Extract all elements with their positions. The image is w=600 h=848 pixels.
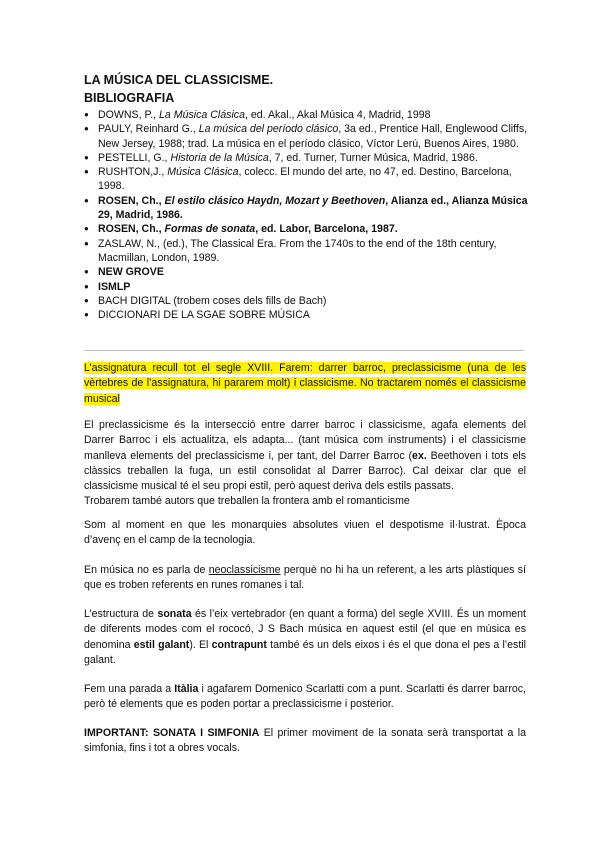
list-item: ● ROSEN, Ch., Formas de sonata, ed. Labor, Barcelona, 1987.	[84, 222, 532, 236]
paragraph-italy-scarlatti: Fem una parada a Itàlia i agafarem Domenico Scarlatti com a punt. Scarlatti és darrer barroc, però té elements que es poden portar a preclassicisme i posterior.	[84, 683, 526, 711]
bibliography-heading: BIBLIOGRAFIA	[84, 91, 175, 105]
list-item: ● ZASLAW, N., (ed.), The Classical Era. From the 1740s to the end of the 18th century, Macmillan, London, 1989.	[84, 237, 532, 266]
list-item: ● BACH DIGITAL (trobem coses dels fills de Bach)	[84, 294, 532, 308]
document-title: LA MÚSICA DEL CLASSICISME.	[84, 73, 274, 87]
list-item: ● RUSHTON,J., Música Clásica, colecc. El mundo del arte, no 47, ed. Destino, Barcelona, 1998.	[84, 165, 532, 194]
paragraph-sonata-symphony: IMPORTANT: SONATA I SIMFONIA El primer moviment de la sonata serà transportat a la simfonia, fins i tot a obres vocals.	[84, 727, 527, 755]
paragraph-neoclassicism: En música no es parla de neoclassicisme perquè no hi ha un referent, a les arts plàstiques sí que es troben referents en runes romanes i tal.	[84, 564, 526, 592]
horizontal-divider	[84, 350, 524, 351]
paragraph-sonata-structure: L’estructura de sonata és l’eix vertebrador (en quant a forma) del segle XVIII. És un moment de diferents modes com el rococó, J S Bach música en aquest estil (el que en música es denomina estil galant). El contrapunt també és un dels eixos i és el que dona el pes a l’estil galant.	[84, 608, 527, 666]
paragraph-monarchies: Som al moment en que les monarquies absolutes viuen el despotisme il·lustrat. Època d’avenç en el camp de la tecnologia.	[84, 519, 526, 547]
underlined-term: neoclassicisme	[208, 564, 281, 576]
list-item: ● NEW GROVE	[84, 265, 532, 279]
list-item: ● ISMLP	[84, 280, 532, 294]
paragraph-highlighted-intro	[84, 361, 526, 407]
list-item: ● DOWNS, P., La Música Clásica, ed. Akal., Akal Música 4, Madrid, 1998	[84, 108, 532, 122]
list-item: ● DICCIONARI DE LA SGAE SOBRE MÚSICA	[84, 308, 532, 322]
list-item: ● PAULY, Reinhard G., La música del período clásico, 3a ed., Prentice Hall, Englewood Cliffs, New Jersey, 1988; trad. La música en el período clásico, Víctor Lerú, Buenos Aires, 1980.	[84, 122, 532, 151]
bibliography-list	[84, 108, 532, 322]
list-item: ● ROSEN, Ch., El estilo clásico Haydn, Mozart y Beethoven, Alianza ed., Alianza Música 29, Madrid, 1986.	[84, 194, 532, 223]
paragraph-preclassicism: El preclassicisme és la intersecció entre darrer barroc i classicisme, agafa elements del Darrer Barroc i els actualitza, els adapta... (tant música com instruments) i el classicisme manlleva elements del preclassicisme i, per tant, del Darrer Barroc (ex. Beethoven i tots els clàssics treballen la fuga, un estil consolidat al Darrer Barroc). Cal deixar clar que el classicisme musical té el seu propi estil, però aquest deriva dels estils passats. Trobarem també autors que treballen la frontera amb el romanticisme	[84, 419, 526, 508]
highlighted-text: L’assignatura recull tot el segle XVIII. Farem: darrer barroc, preclassicisme (una de les vèrtebres de l’assignatura, hi pararem molt) i classicisme. No tractarem només el classicisme musical	[84, 362, 526, 405]
list-item: ● PESTELLI, G., Historia de la Música, 7, ed. Turner, Turner Música, Madrid, 1986.	[84, 151, 532, 165]
